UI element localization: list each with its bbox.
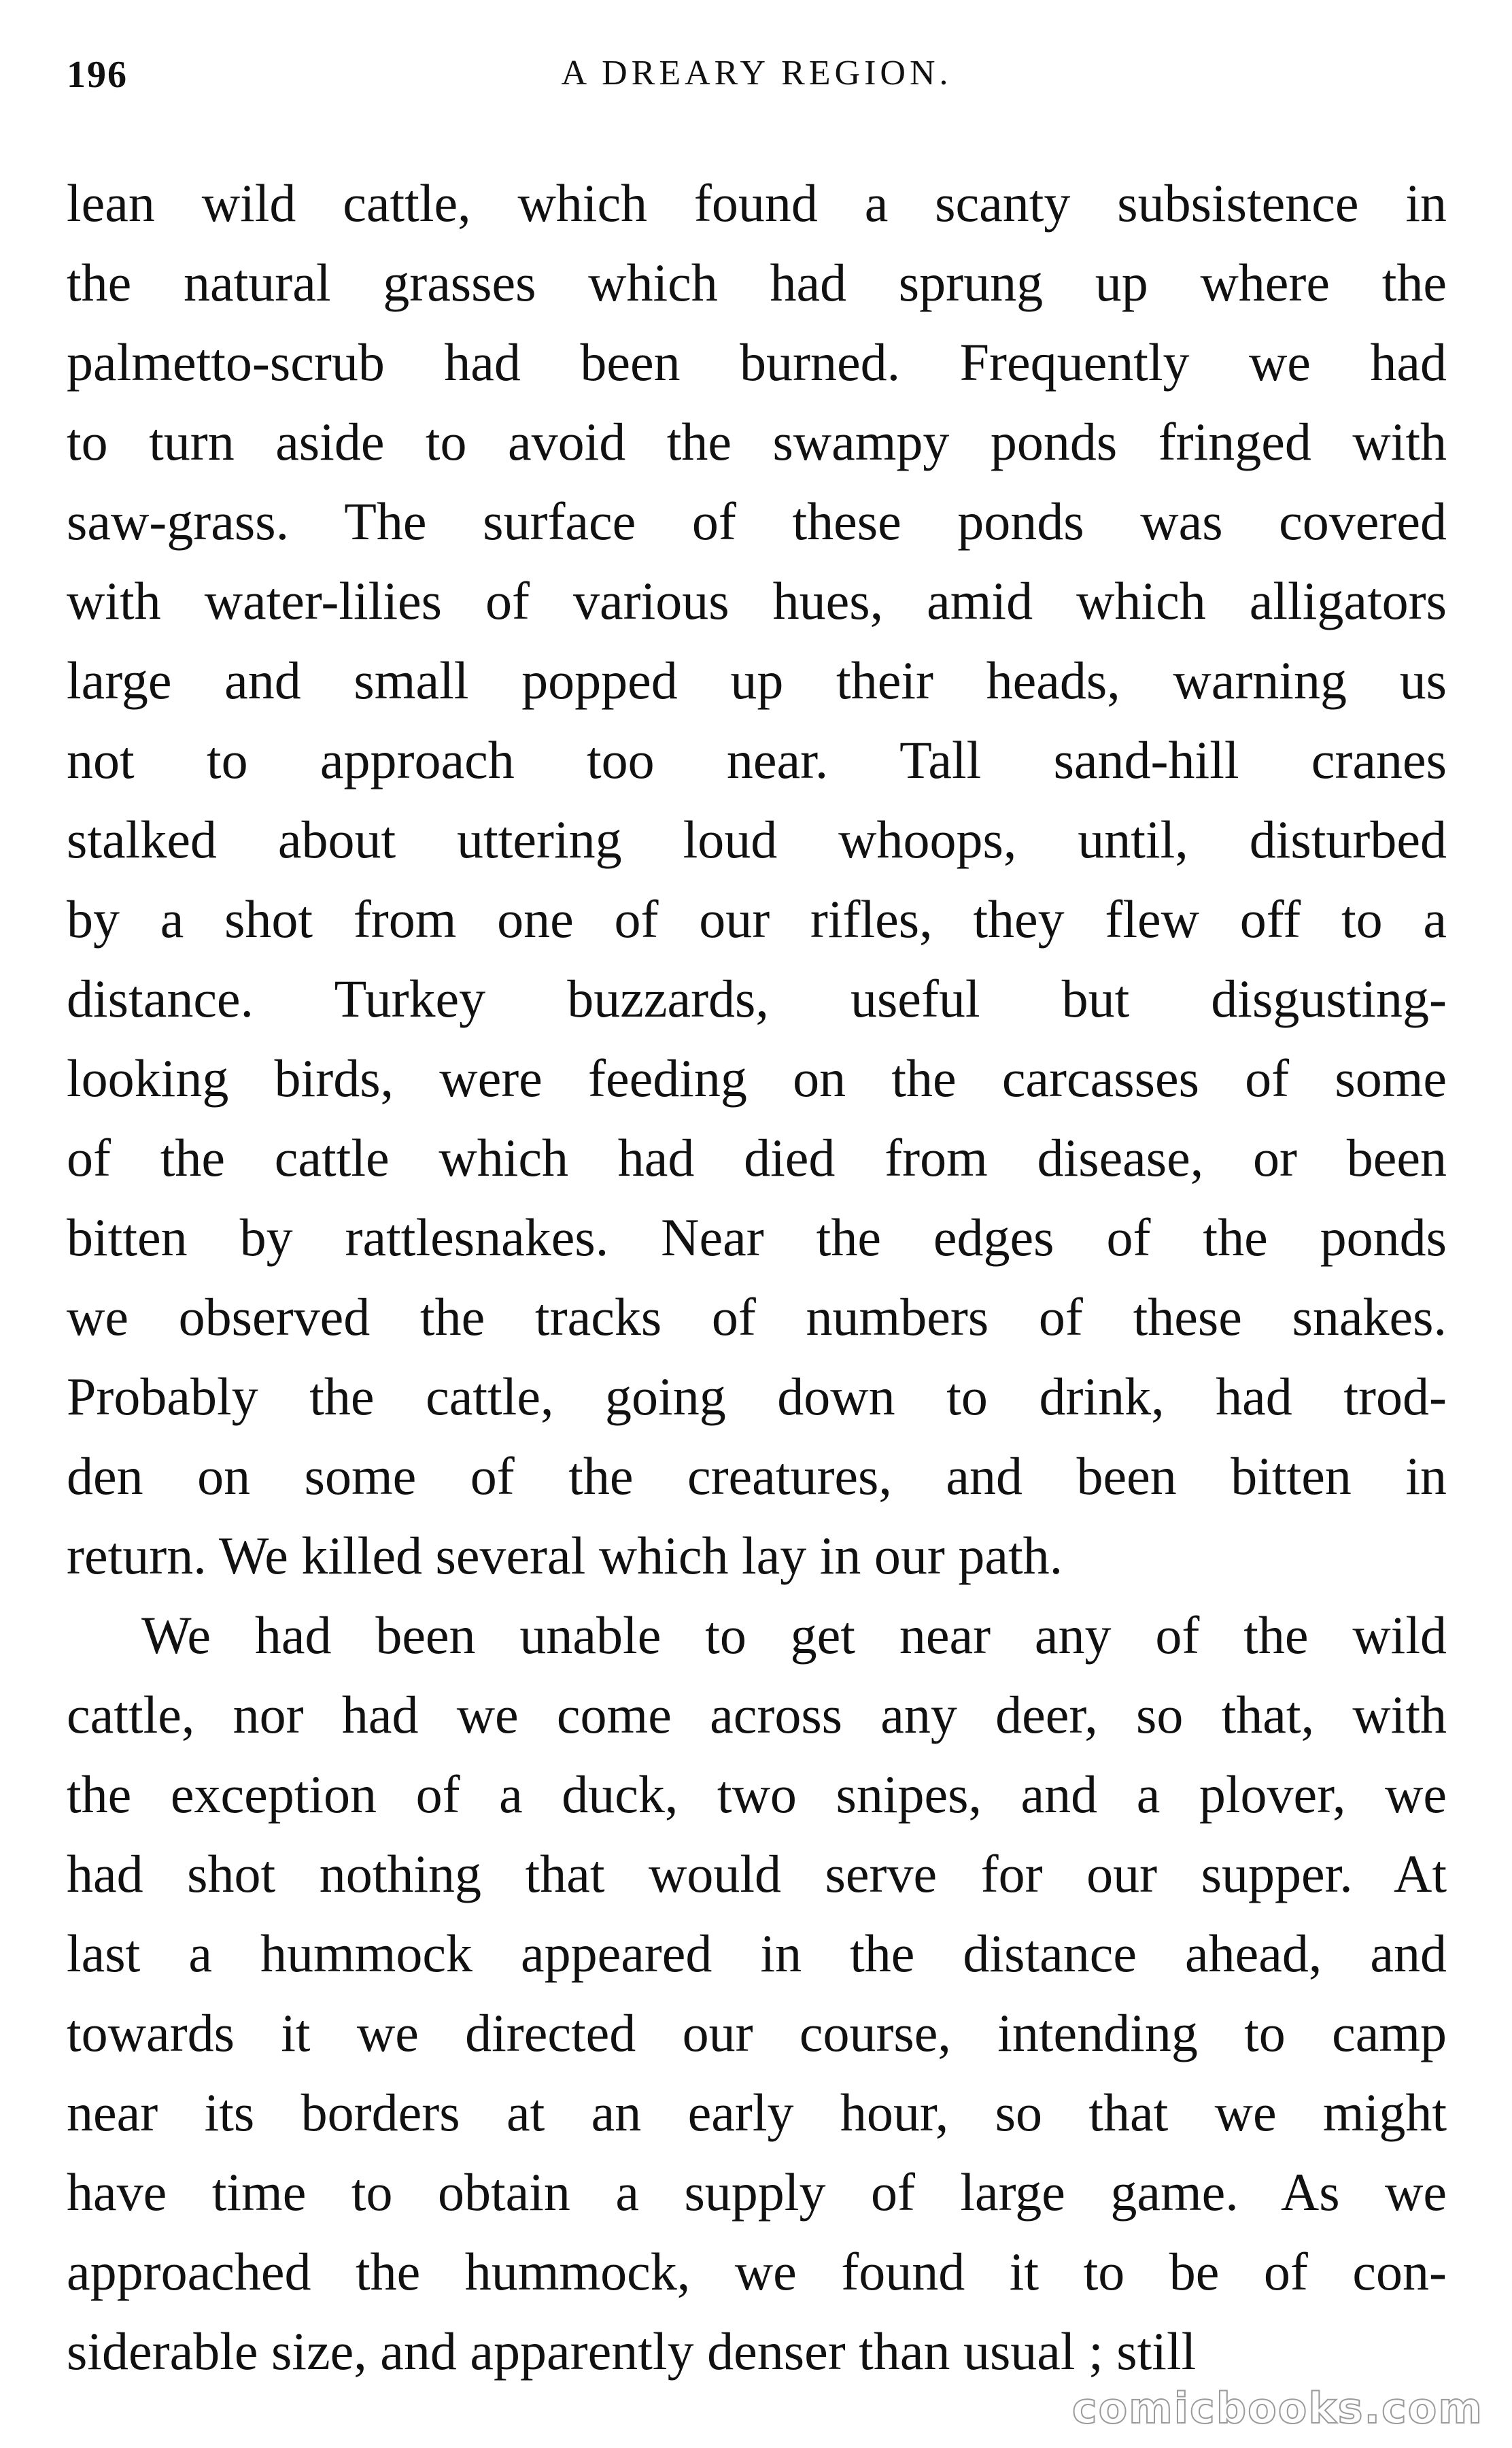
text-line: palmetto-scrub had been burned. Frequently we had xyxy=(67,333,1447,392)
text-line: last a hummock appeared in the distance ahead, and xyxy=(67,1924,1447,1983)
watermark: comicbooks.com xyxy=(1071,2383,1483,2433)
text-line: return. We killed several which lay in our path. xyxy=(67,1526,1063,1585)
running-title: A DREARY REGION. xyxy=(561,54,952,92)
text-line: the exception of a duck, two snipes, and a plover, we xyxy=(67,1765,1447,1824)
running-head xyxy=(67,53,1447,101)
text-line: with water-lilies of various hues, amid which alligators xyxy=(67,571,1447,630)
text-line: saw-grass. The surface of these ponds was covered xyxy=(67,492,1447,551)
text-line: not to approach too near. Tall sand-hill cranes xyxy=(67,730,1447,789)
text-line: stalked about uttering loud whoops, until, disturbed xyxy=(67,810,1447,869)
text-line: distance. Turkey buzzards, useful but disgusting- xyxy=(67,969,1447,1028)
paragraph xyxy=(67,1595,1447,2391)
text-line: siderable size, and apparently denser than usual ; still xyxy=(67,2322,1197,2381)
body-text xyxy=(67,163,1447,2391)
text-line: lean wild cattle, which found a scanty subsistence in xyxy=(67,173,1447,233)
text-line: have time to obtain a supply of large game. As we xyxy=(67,2162,1447,2222)
text-line: den on some of the creatures, and been bitten in xyxy=(67,1446,1447,1506)
text-line: towards it we directed our course, intending to camp xyxy=(67,2003,1447,2062)
text-line: we observed the tracks of numbers of these snakes. xyxy=(67,1287,1447,1346)
text-line: bitten by rattlesnakes. Near the edges of the ponds xyxy=(67,1208,1447,1267)
text-line: of the cattle which had died from disease, or been xyxy=(67,1128,1447,1187)
text-line: to turn aside to avoid the swampy ponds fringed with xyxy=(67,412,1447,471)
text-line: the natural grasses which had sprung up where the xyxy=(67,253,1447,312)
text-line: cattle, nor had we come across any deer, so that, with xyxy=(67,1685,1447,1744)
text-line: had shot nothing that would serve for our supper. At xyxy=(67,1844,1447,1903)
paragraph xyxy=(67,163,1447,1595)
text-line: Probably the cattle, going down to drink, had trod- xyxy=(67,1367,1447,1426)
text-line: near its borders at an early hour, so that we might xyxy=(67,2083,1447,2142)
text-line: approached the hummock, we found it to be of con- xyxy=(67,2242,1447,2301)
page-number: 196 xyxy=(67,54,128,96)
text-line: We had been unable to get near any of the wild xyxy=(141,1605,1447,1665)
text-line: by a shot from one of our rifles, they flew off to a xyxy=(67,889,1447,949)
text-line: large and small popped up their heads, warning us xyxy=(67,651,1447,710)
text-line: looking birds, were feeding on the carcasses of some xyxy=(67,1049,1447,1108)
